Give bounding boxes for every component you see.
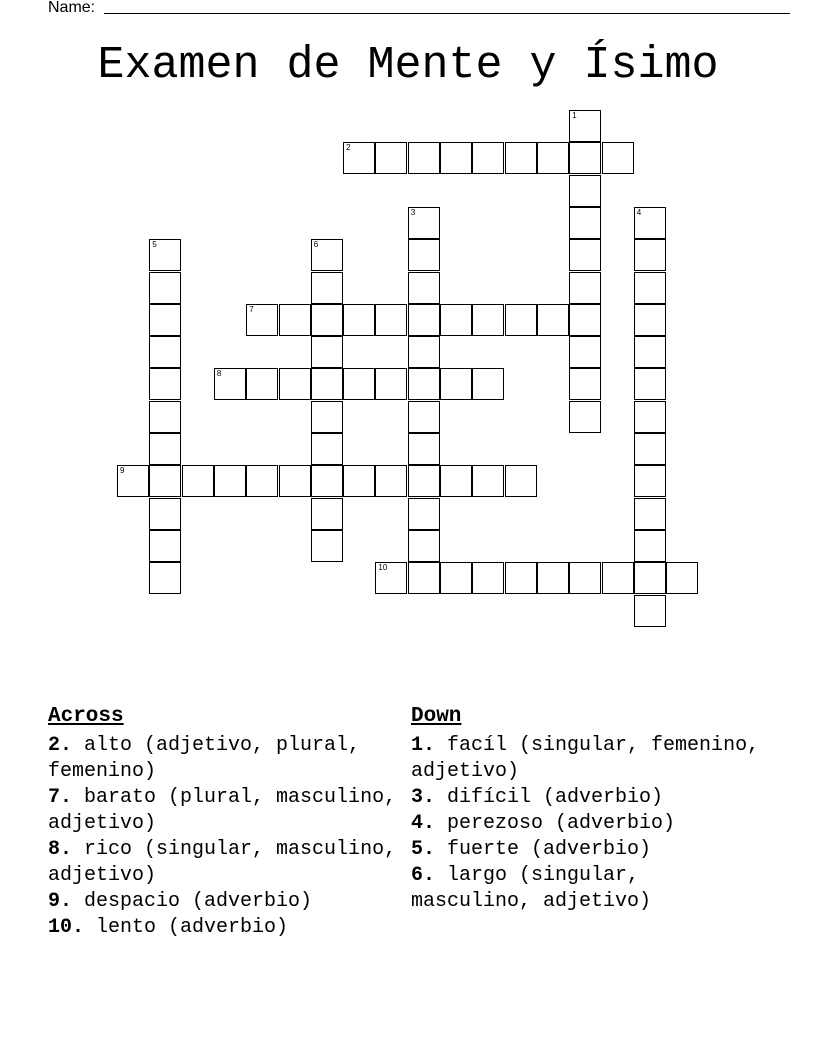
across-heading: Across <box>48 705 124 728</box>
grid-cell[interactable] <box>311 465 343 497</box>
down-heading: Down <box>411 705 462 728</box>
grid-cell[interactable] <box>149 465 181 497</box>
clue-item <box>411 733 771 785</box>
grid-cell[interactable] <box>408 304 440 336</box>
grid-cell[interactable] <box>408 142 440 174</box>
grid-cell[interactable] <box>375 465 407 497</box>
grid-cell[interactable] <box>311 336 343 368</box>
grid-cell[interactable] <box>634 304 666 336</box>
clue-item-text: alto (adjetivo, plural, femenino) <box>48 734 373 783</box>
clue-item-number: 5. <box>411 838 436 861</box>
grid-cell[interactable] <box>666 562 698 594</box>
grid-cell[interactable] <box>634 465 666 497</box>
grid-cell[interactable] <box>311 304 343 336</box>
grid-cell[interactable] <box>311 498 343 530</box>
grid-cell[interactable] <box>117 465 149 497</box>
grid-cell[interactable] <box>343 142 375 174</box>
clue-number: 7 <box>249 304 254 314</box>
grid-cell[interactable] <box>149 498 181 530</box>
grid-cell[interactable] <box>149 530 181 562</box>
grid-cell[interactable] <box>634 207 666 239</box>
grid-cell[interactable] <box>537 562 569 594</box>
grid-cell[interactable] <box>634 498 666 530</box>
grid-cell[interactable] <box>634 368 666 400</box>
clue-item <box>48 837 409 889</box>
grid-cell[interactable] <box>408 465 440 497</box>
clue-item-number: 8. <box>48 838 73 861</box>
across-clues <box>48 705 409 941</box>
grid-cell[interactable] <box>440 142 472 174</box>
grid-cell[interactable] <box>569 175 601 207</box>
down-clues <box>411 705 771 915</box>
clue-item <box>411 837 771 863</box>
grid-cell[interactable] <box>408 207 440 239</box>
name-underline <box>104 13 790 14</box>
grid-cell[interactable] <box>634 433 666 465</box>
grid-cell[interactable] <box>214 465 246 497</box>
grid-cell[interactable] <box>311 401 343 433</box>
grid-cell[interactable] <box>634 239 666 271</box>
grid-cell[interactable] <box>246 304 278 336</box>
grid-cell[interactable] <box>375 562 407 594</box>
clue-item-number: 4. <box>411 812 436 835</box>
grid-cell[interactable] <box>569 562 601 594</box>
clue-item-text: lento (adverbio) <box>84 916 289 939</box>
grid-cell[interactable] <box>569 336 601 368</box>
grid-cell[interactable] <box>375 142 407 174</box>
grid-cell[interactable] <box>149 304 181 336</box>
grid-cell[interactable] <box>440 368 472 400</box>
grid-cell[interactable] <box>343 465 375 497</box>
grid-cell[interactable] <box>343 368 375 400</box>
clue-number: 2 <box>346 143 351 153</box>
grid-cell[interactable] <box>569 272 601 304</box>
grid-cell[interactable] <box>602 562 634 594</box>
clue-item-number: 2. <box>48 734 73 757</box>
grid-cell[interactable] <box>634 401 666 433</box>
grid-cell[interactable] <box>408 433 440 465</box>
grid-cell[interactable] <box>569 207 601 239</box>
grid-cell[interactable] <box>149 368 181 400</box>
grid-cell[interactable] <box>505 562 537 594</box>
grid-cell[interactable] <box>311 239 343 271</box>
clue-item <box>48 785 409 837</box>
grid-cell[interactable] <box>246 465 278 497</box>
clue-number: 8 <box>216 369 222 379</box>
clue-item-text: rico (singular, masculino, adjetivo) <box>48 838 409 887</box>
clue-number: 6 <box>313 240 319 250</box>
grid-cell[interactable] <box>569 110 601 142</box>
grid-cell[interactable] <box>375 368 407 400</box>
grid-cell[interactable] <box>634 272 666 304</box>
clue-item-text: difícil (adverbio) <box>435 786 664 809</box>
grid-cell[interactable] <box>472 562 504 594</box>
across-clue-list <box>48 733 409 941</box>
clue-item <box>48 889 398 915</box>
grid-cell[interactable] <box>634 562 666 594</box>
grid-cell[interactable] <box>408 368 440 400</box>
clue-item-number: 3. <box>411 786 436 809</box>
grid-cell[interactable] <box>505 142 537 174</box>
clue-item-text: barato (plural, masculino, adjetivo) <box>48 786 409 835</box>
clue-number: 10 <box>378 563 388 573</box>
grid-cell[interactable] <box>505 465 537 497</box>
grid-cell[interactable] <box>472 142 504 174</box>
clue-number: 3 <box>410 207 416 217</box>
grid-cell[interactable] <box>246 368 278 400</box>
grid-cell[interactable] <box>375 304 407 336</box>
grid-cell[interactable] <box>408 239 440 271</box>
grid-cell[interactable] <box>408 562 440 594</box>
clue-item-text: largo (singular, masculino, adjetivo) <box>411 864 652 913</box>
clue-item <box>48 915 398 941</box>
clue-item <box>411 863 771 915</box>
grid-cell[interactable] <box>149 336 181 368</box>
grid-cell[interactable] <box>569 368 601 400</box>
grid-cell[interactable] <box>408 498 440 530</box>
grid-cell[interactable] <box>569 239 601 271</box>
clue-item-text: facíl (singular, femenino, adjetivo) <box>411 734 772 783</box>
clue-number: 5 <box>152 240 157 250</box>
grid-cell[interactable] <box>182 465 214 497</box>
grid-cell[interactable] <box>472 368 504 400</box>
grid-cell[interactable] <box>343 304 375 336</box>
clue-item <box>411 811 771 837</box>
clue-item <box>48 733 398 785</box>
clue-item-number: 9. <box>48 890 73 913</box>
grid-cell[interactable] <box>505 304 537 336</box>
grid-cell[interactable] <box>149 562 181 594</box>
clue-number: 4 <box>636 207 642 217</box>
clue-item-text: perezoso (adverbio) <box>435 812 676 835</box>
grid-cell[interactable] <box>279 465 311 497</box>
page-title: Examen de Mente y Ísimo <box>97 40 719 91</box>
grid-cell[interactable] <box>440 465 472 497</box>
grid-cell[interactable] <box>569 304 601 336</box>
grid-cell[interactable] <box>408 336 440 368</box>
grid-cell[interactable] <box>634 530 666 562</box>
clue-item <box>411 785 771 811</box>
grid-cell[interactable] <box>537 304 569 336</box>
grid-cell[interactable] <box>149 401 181 433</box>
grid-cell[interactable] <box>537 142 569 174</box>
clue-number: 1 <box>572 111 577 120</box>
grid-cell[interactable] <box>569 401 601 433</box>
grid-cell[interactable] <box>311 433 343 465</box>
grid-cell[interactable] <box>279 304 311 336</box>
grid-cell[interactable] <box>440 562 472 594</box>
grid-cell[interactable] <box>569 142 601 174</box>
name-field[interactable] <box>48 0 95 18</box>
grid-cell[interactable] <box>279 368 311 400</box>
grid-cell[interactable] <box>440 304 472 336</box>
grid-cell[interactable] <box>149 239 181 271</box>
grid-cell[interactable] <box>634 336 666 368</box>
grid-cell[interactable] <box>472 465 504 497</box>
clue-item-text: despacio (adverbio) <box>72 890 313 913</box>
clue-number: 9 <box>120 466 125 476</box>
grid-cell[interactable] <box>634 595 666 627</box>
grid-cell[interactable] <box>311 368 343 400</box>
down-clue-list <box>411 733 771 915</box>
grid-cell[interactable] <box>602 142 634 174</box>
grid-cell[interactable] <box>472 304 504 336</box>
grid-cell[interactable] <box>311 272 343 304</box>
grid-cell[interactable] <box>311 530 343 562</box>
clue-item-number: 7. <box>48 786 73 809</box>
grid-cell[interactable] <box>408 401 440 433</box>
clue-item-number: 1. <box>411 734 436 757</box>
grid-cell[interactable] <box>408 530 440 562</box>
clue-item-text: fuerte (adverbio) <box>435 838 652 861</box>
grid-cell[interactable] <box>149 433 181 465</box>
name-label: Name: <box>48 0 96 16</box>
clue-item-number: 10. <box>48 916 85 939</box>
grid-cell[interactable] <box>149 272 181 304</box>
clue-item-number: 6. <box>411 864 436 887</box>
grid-cell[interactable] <box>214 368 246 400</box>
grid-cell[interactable] <box>408 272 440 304</box>
